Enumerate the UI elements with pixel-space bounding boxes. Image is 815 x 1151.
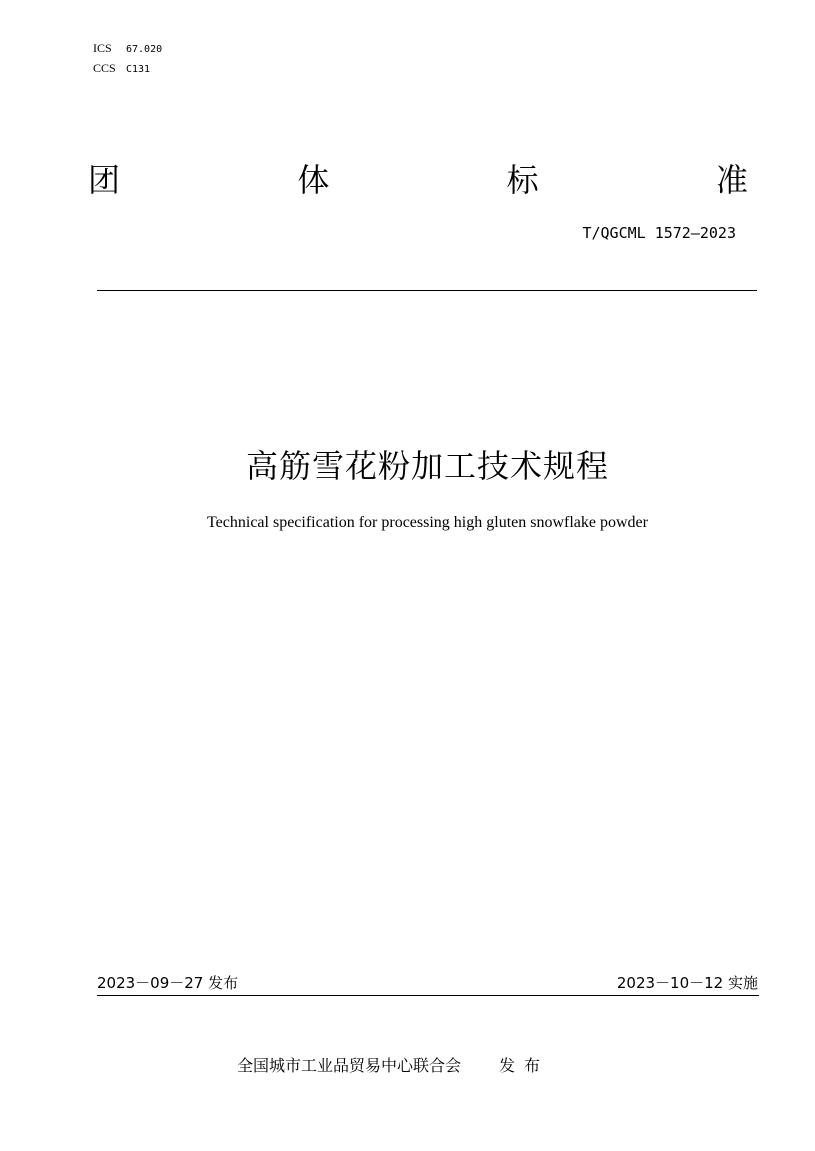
classification-codes bbox=[93, 39, 162, 79]
document-title-english: Technical specification for processing high gluten snowflake powder bbox=[207, 514, 648, 531]
standard-type-char-2: 体 bbox=[297, 161, 330, 199]
standard-type-char-1: 团 bbox=[88, 161, 121, 199]
standard-type-char-4: 准 bbox=[715, 161, 748, 199]
issuer-name: 全国城市工业品贸易中心联合会 bbox=[237, 1056, 462, 1075]
document-title-chinese: 高筋雪花粉加工技术规程 bbox=[245, 447, 609, 485]
ccs-line bbox=[93, 59, 162, 79]
issue-date: 2023－09－27 发布 bbox=[97, 974, 239, 992]
ccs-label: CCS bbox=[93, 61, 116, 75]
ics-line bbox=[93, 39, 162, 59]
issuing-organization bbox=[237, 1053, 549, 1076]
standard-type-char-3: 标 bbox=[506, 161, 539, 199]
top-divider bbox=[97, 290, 757, 291]
ics-label: ICS bbox=[93, 41, 112, 55]
standard-number: T/QGCML 1572—2023 bbox=[582, 224, 736, 242]
ccs-value: C131 bbox=[126, 64, 151, 75]
implementation-date: 2023－10－12 实施 bbox=[616, 974, 758, 992]
standard-type-heading bbox=[88, 157, 748, 199]
bottom-divider bbox=[97, 995, 759, 996]
ics-value: 67.020 bbox=[126, 44, 163, 55]
issuer-verb: 发布 bbox=[499, 1056, 550, 1075]
